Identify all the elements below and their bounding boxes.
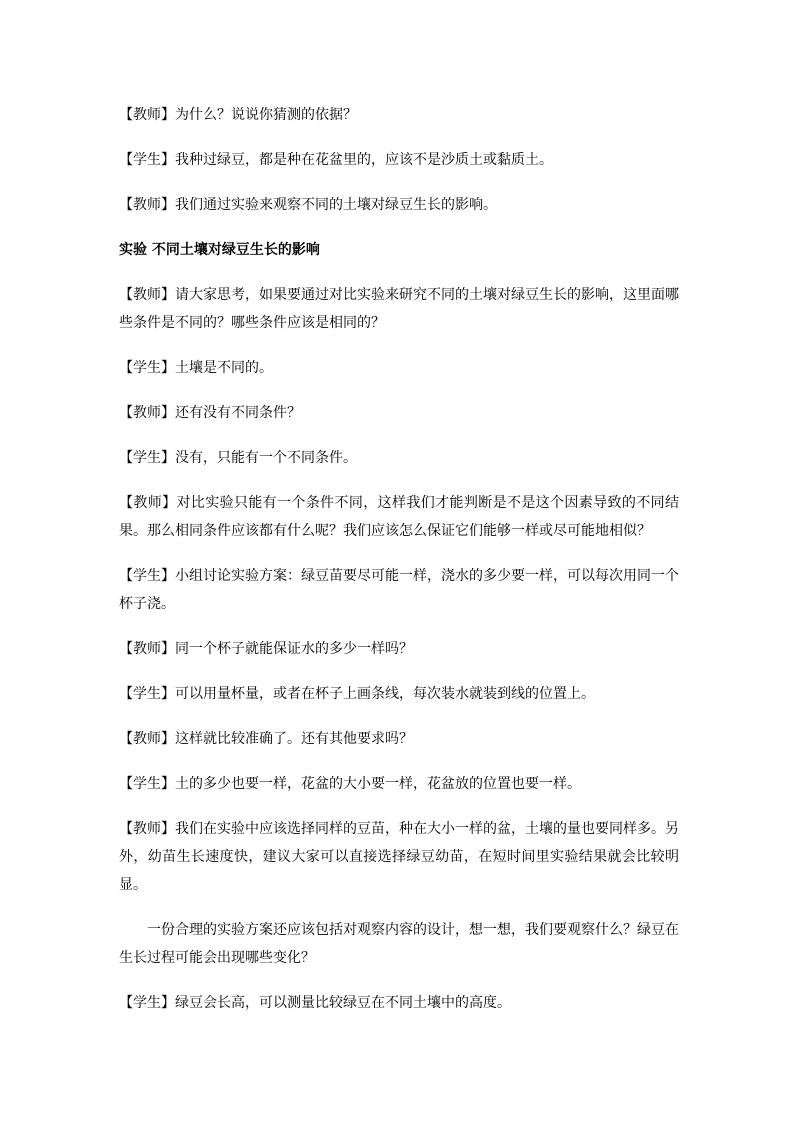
paragraph-student-one: 【学生】没有，只能有一个不同条件。 bbox=[119, 450, 357, 466]
paragraph-teacher-think: 【教师】请大家思考，如果要通过对比实验来研究不同的土壤对绿豆生长的影响，这里面哪些条件是不同的？哪些条件应该是相同的？ bbox=[119, 287, 679, 331]
paragraph-student-answer: 【学生】我种过绿豆，都是种在花盆里的，应该不是沙质土或黏质土。 bbox=[119, 152, 553, 168]
paragraph-teacher-seedling: 【教师】我们在实验中应该选择同样的豆苗，种在大小一样的盆，土壤的量也要同样多。另外，幼苗生长速度快，建议大家可以直接选择绿豆幼苗，在短时间里实验结果就会比较明显。 bbox=[119, 821, 679, 893]
paragraph-observation-design: 一份合理的实验方案还应该包括对观察内容的设计，想一想，我们要观察什么？绿豆在生长过程可能会出现哪些变化？ bbox=[119, 922, 679, 966]
paragraph-teacher-question: 【教师】为什么？说说你猜测的依据？ bbox=[119, 107, 357, 123]
paragraph-teacher-accurate: 【教师】这样就比较准确了。还有其他要求吗？ bbox=[119, 731, 413, 747]
paragraph-student-pot: 【学生】土的多少也要一样，花盆的大小要一样，花盆放的位置也要一样。 bbox=[119, 776, 581, 792]
paragraph-teacher-cup: 【教师】同一个杯子就能保证水的多少一样吗？ bbox=[119, 641, 413, 657]
experiment-heading: 实验 不同土壤对绿豆生长的影响 bbox=[119, 242, 320, 258]
paragraph-student-soil: 【学生】土壤是不同的。 bbox=[119, 360, 273, 376]
paragraph-student-plan: 【学生】小组讨论实验方案：绿豆苗要尽可能一样，浇水的多少要一样，可以每次用同一个杯子浇。 bbox=[119, 568, 679, 612]
paragraph-student-measure: 【学生】可以用量杯量，或者在杯子上画条线，每次装水就装到线的位置上。 bbox=[119, 686, 595, 702]
paragraph-teacher-other: 【教师】还有没有不同条件？ bbox=[119, 405, 301, 421]
paragraph-teacher-compare: 【教师】对比实验只能有一个条件不同，这样我们才能判断是不是这个因素导致的不同结果。那么相同条件应该都有什么呢？我们应该怎么保证它们能够一样或尽可能地相似？ bbox=[119, 495, 679, 539]
paragraph-student-height: 【学生】绿豆会长高，可以测量比较绿豆在不同土壤中的高度。 bbox=[119, 995, 511, 1011]
paragraph-teacher-intro: 【教师】我们通过实验来观察不同的土壤对绿豆生长的影响。 bbox=[119, 197, 497, 213]
document-body bbox=[119, 101, 679, 1034]
